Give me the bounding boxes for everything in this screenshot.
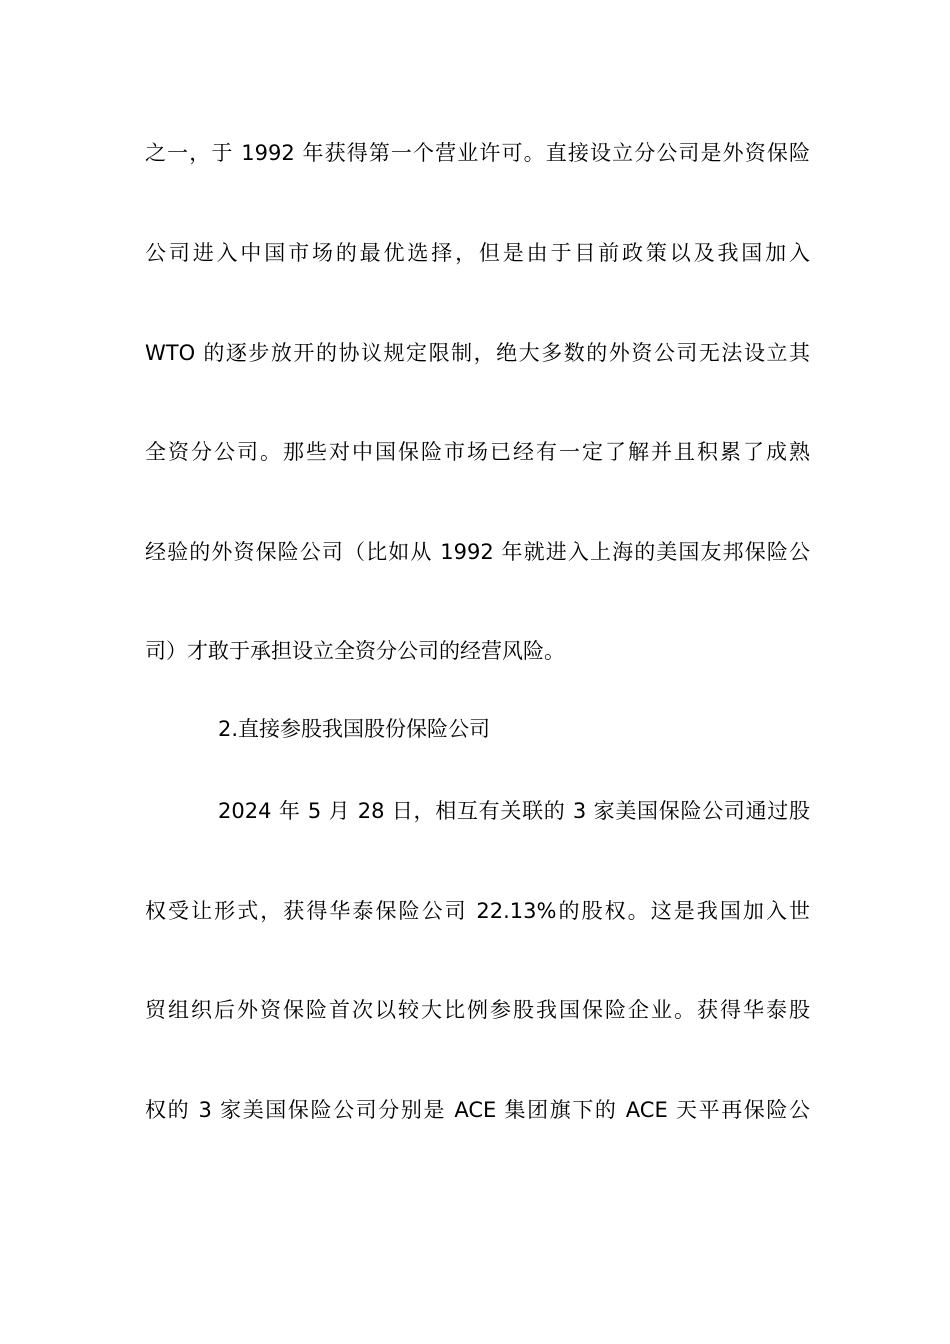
- paragraph-line: 之一，于 1992 年获得第一个营业许可。直接设立分公司是外资保险: [145, 141, 810, 165]
- paragraph-line: 2024 年 5 月 28 日，相互有关联的 3 家美国保险公司通过股: [218, 799, 810, 823]
- paragraph-line: WTO 的逐步放开的协议规定限制，绝大多数的外资公司无法设立其: [145, 341, 810, 365]
- paragraph-line: 权受让形式，获得华泰保险公司 22.13%的股权。这是我国加入世: [145, 899, 810, 923]
- paragraph-line: 权的 3 家美国保险公司分别是 ACE 集团旗下的 ACE 天平再保险公: [145, 1098, 810, 1122]
- paragraph-line: 经验的外资保险公司（比如从 1992 年就进入上海的美国友邦保险公: [145, 540, 810, 564]
- paragraph-line: 公司进入中国市场的最优选择，但是由于目前政策以及我国加入: [145, 241, 810, 265]
- section-heading: 2.直接参股我国股份保险公司: [218, 717, 491, 741]
- paragraph-line: 贸组织后外资保险首次以较大比例参股我国保险企业。获得华泰股: [145, 998, 810, 1022]
- paragraph-line: 司）才敢于承担设立全资分公司的经营风险。: [145, 639, 565, 663]
- paragraph-line: 全资分公司。那些对中国保险市场已经有一定了解并且积累了成熟: [145, 440, 810, 464]
